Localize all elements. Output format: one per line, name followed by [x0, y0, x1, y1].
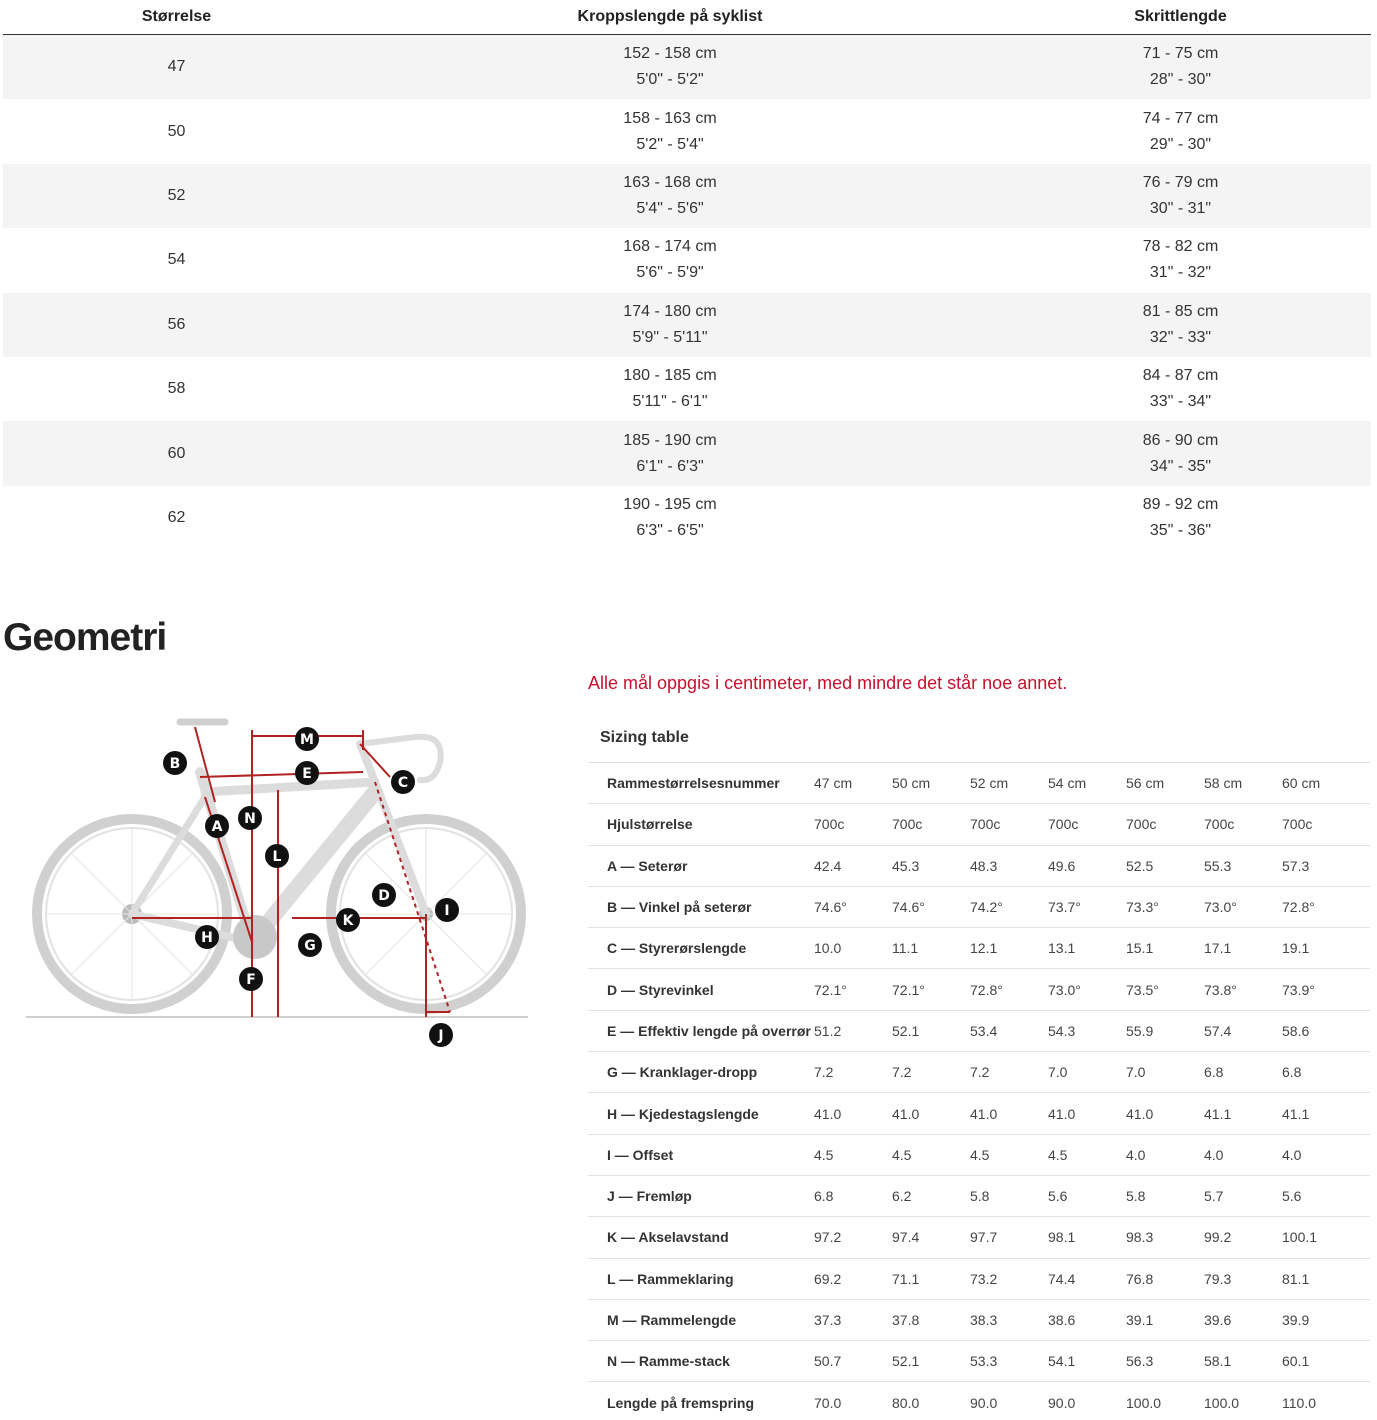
size-row: [3, 357, 1371, 421]
body-length-cm: 190 - 195 cm: [623, 495, 717, 513]
geometry-row-label: C — Styrerørslengde: [607, 940, 747, 957]
svg-text:H: H: [201, 930, 213, 946]
geometry-value: 700c: [1204, 816, 1235, 833]
label-b-icon: [163, 751, 187, 775]
inseam-in: 32" - 33": [1149, 328, 1212, 346]
geometry-value: 54 cm: [1048, 775, 1087, 792]
geometry-value: 700c: [1282, 816, 1313, 833]
size-row: [3, 293, 1371, 357]
geometry-value: 4.5: [1048, 1146, 1068, 1163]
geometry-row: [588, 1341, 1370, 1382]
geometry-value: 52.5: [1126, 857, 1154, 874]
size-row: [3, 99, 1371, 163]
label-c-icon: [391, 770, 415, 794]
geometry-value: 6.8: [1282, 1064, 1302, 1081]
geometry-value: 5.6: [1048, 1188, 1068, 1205]
header-inseam: Skrittlengde: [1134, 8, 1227, 25]
svg-text:J: J: [438, 1028, 444, 1044]
svg-text:N: N: [244, 811, 256, 827]
geometry-value: 53.4: [970, 1022, 998, 1039]
geometry-value: 7.2: [892, 1064, 912, 1081]
inseam-cm: 81 - 85 cm: [1142, 302, 1219, 320]
inseam-cell: [990, 299, 1371, 351]
geometry-value: 72.8°: [970, 981, 1003, 998]
geometry-value: 4.5: [814, 1146, 834, 1163]
geometry-row: [588, 1217, 1370, 1258]
geometry-value: 12.1: [970, 940, 998, 957]
header-body-length: Kroppslengde på syklist: [577, 8, 763, 25]
body-length-cm: 174 - 180 cm: [623, 302, 717, 320]
size-row: [3, 486, 1371, 550]
geometry-value: 100.0: [1204, 1395, 1240, 1412]
size-row: [3, 164, 1371, 228]
geometry-value: 110.0: [1282, 1395, 1316, 1412]
label-g-icon: [298, 933, 322, 957]
geometry-value: 39.6: [1204, 1312, 1232, 1328]
body-length-in: 5'9" - 5'11": [632, 328, 708, 346]
size-row: [3, 421, 1371, 485]
geometry-value: 15.1: [1126, 940, 1154, 957]
geometry-value: 76.8: [1126, 1270, 1154, 1287]
geometry-row-label: N — Ramme-stack: [607, 1353, 730, 1370]
body-length-cell: [350, 428, 990, 480]
geometry-value: 71.1: [892, 1270, 920, 1287]
geometry-value: 700c: [1048, 816, 1079, 833]
geometry-value: 37.8: [892, 1312, 920, 1328]
geometry-value: 38.6: [1048, 1312, 1076, 1328]
geometry-value: 5.7: [1204, 1188, 1224, 1205]
geometry-value: 73.8°: [1204, 981, 1237, 998]
size-table-body: [3, 35, 1371, 550]
body-length-cell: [350, 492, 990, 544]
inseam-in: 29" - 30": [1149, 135, 1212, 153]
svg-text:E: E: [302, 766, 312, 782]
geometry-value: 72.1°: [814, 981, 847, 998]
units-note: Alle mål oppgis i centimeter, med mindre det står noe annet.: [588, 673, 1068, 693]
geometry-value: 11.1: [892, 940, 919, 957]
inseam-cm: 74 - 77 cm: [1142, 109, 1219, 127]
geometry-value: 39.9: [1282, 1312, 1310, 1328]
geometry-row-label: J — Fremløp: [607, 1188, 692, 1205]
geometry-value: 4.5: [892, 1146, 912, 1163]
geometry-row-label: A — Seterør: [607, 857, 688, 874]
body-length-in: 5'2" - 5'4": [636, 135, 704, 153]
geometry-row: [588, 969, 1370, 1010]
geometry-value: 700c: [814, 816, 845, 833]
label-h-icon: [195, 925, 219, 949]
inseam-cm: 71 - 75 cm: [1142, 45, 1219, 63]
bike-geometry-diagram: [20, 712, 540, 1057]
body-length-cm: 158 - 163 cm: [623, 109, 717, 127]
geometry-value: 7.2: [814, 1064, 834, 1081]
geometry-row-label: Rammestørrelsesnummer: [607, 775, 780, 792]
geometry-row-label: H — Kjedestagslengde: [607, 1105, 759, 1122]
geometry-table: [588, 713, 1370, 1420]
body-length-cell: [350, 299, 990, 351]
size-cell: 50: [167, 122, 186, 140]
geometry-value: 57.4: [1204, 1022, 1232, 1039]
geometry-value: 49.6: [1048, 857, 1076, 874]
geometry-value: 13.1: [1048, 940, 1076, 957]
svg-text:C: C: [397, 775, 409, 791]
inseam-cm: 78 - 82 cm: [1142, 238, 1219, 256]
inseam-cm: 86 - 90 cm: [1142, 431, 1219, 449]
geometry-value: 97.2: [814, 1229, 842, 1246]
body-length-in: 6'1" - 6'3": [636, 457, 704, 475]
geometry-row-label: L — Rammeklaring: [607, 1270, 734, 1287]
geometry-value: 81.1: [1282, 1270, 1310, 1287]
geometry-value: 58.1: [1204, 1353, 1232, 1370]
svg-text:B: B: [169, 756, 181, 772]
svg-text:I: I: [444, 903, 450, 919]
inseam-in: 30" - 31": [1149, 199, 1212, 217]
label-k-icon: [336, 908, 360, 932]
geometry-value: 41.0: [1126, 1105, 1154, 1122]
label-e-icon: [295, 761, 319, 785]
geometry-value: 48.3: [970, 857, 998, 874]
geometry-value: 7.0: [1126, 1064, 1146, 1081]
inseam-cell: [990, 492, 1371, 544]
geometry-value: 90.0: [970, 1395, 998, 1412]
geometry-row: [588, 1052, 1370, 1093]
label-j-icon: [429, 1023, 453, 1047]
size-cell: 47: [167, 58, 186, 76]
geometry-table-caption: Sizing table: [588, 713, 1370, 763]
geometry-value: 10.0: [814, 940, 842, 957]
geometry-value: 51.2: [814, 1022, 842, 1039]
geometry-value: 69.2: [814, 1270, 842, 1287]
geometry-table-body: [588, 763, 1370, 1420]
geometry-value: 70.0: [814, 1395, 842, 1412]
body-length-cm: 180 - 185 cm: [623, 367, 717, 385]
svg-text:L: L: [272, 849, 282, 865]
geometry-value: 41.0: [814, 1105, 842, 1122]
geometry-value: 98.1: [1048, 1229, 1076, 1246]
geometry-value: 41.1: [1282, 1105, 1310, 1122]
geometry-value: 73.0°: [1204, 899, 1237, 916]
inseam-cell: [990, 428, 1371, 480]
inseam-cell: [990, 170, 1371, 222]
inseam-cm: 76 - 79 cm: [1142, 173, 1219, 191]
label-l-icon: [265, 844, 289, 868]
geometry-row: [588, 1382, 1370, 1420]
geometry-value: 73.5°: [1126, 981, 1159, 998]
geometry-value: 72.8°: [1282, 899, 1315, 916]
geometry-value: 42.4: [814, 857, 842, 874]
body-length-in: 5'11" - 6'1": [632, 393, 708, 411]
label-f-icon: [239, 967, 263, 991]
geometry-value: 54.1: [1048, 1353, 1076, 1370]
inseam-in: 33" - 34": [1149, 393, 1212, 411]
geometry-value: 5.8: [970, 1188, 990, 1205]
geometry-value: 74.6°: [814, 899, 847, 916]
svg-text:A: A: [211, 819, 223, 835]
size-cell: 56: [167, 315, 186, 333]
geometry-value: 41.1: [1204, 1105, 1232, 1122]
geometry-value: 5.6: [1282, 1188, 1302, 1205]
geometry-value: 7.2: [970, 1064, 990, 1081]
geometry-value: 700c: [970, 816, 1001, 833]
label-m-icon: [295, 727, 319, 751]
geometry-row: [588, 887, 1370, 928]
geometry-value: 57.3: [1282, 857, 1310, 874]
geometry-value: 58.6: [1282, 1022, 1310, 1039]
body-length-cm: 185 - 190 cm: [623, 431, 717, 449]
geometry-value: 4.0: [1282, 1146, 1302, 1163]
geometry-value: 100.1: [1282, 1229, 1318, 1246]
geometry-value: 4.0: [1204, 1146, 1224, 1163]
geometry-row: [588, 804, 1370, 845]
label-a-icon: [205, 814, 229, 838]
geometry-value: 6.8: [1204, 1064, 1224, 1081]
geometry-value: 4.0: [1126, 1146, 1146, 1163]
header-size: Størrelse: [141, 8, 212, 25]
geometry-value: 73.3°: [1126, 899, 1159, 916]
geometry-value: 5.8: [1126, 1188, 1146, 1205]
geometry-value: 73.2: [970, 1270, 998, 1287]
inseam-cm: 89 - 92 cm: [1142, 495, 1219, 513]
geometry-row: [588, 1300, 1370, 1341]
inseam-cell: [990, 106, 1371, 158]
geometry-value: 99.2: [1204, 1229, 1232, 1246]
geometry-value: 97.7: [970, 1229, 998, 1246]
geometry-row: [588, 846, 1370, 887]
svg-text:M: M: [300, 732, 314, 748]
size-row: [3, 35, 1371, 99]
size-cell: 54: [167, 251, 186, 269]
geometry-value: 38.3: [970, 1312, 998, 1328]
geometry-value: 39.1: [1126, 1312, 1154, 1328]
size-table-header: [3, 0, 1371, 35]
geometry-value: 52 cm: [970, 775, 1009, 792]
geometry-value: 97.4: [892, 1229, 920, 1246]
inseam-cell: [990, 363, 1371, 415]
body-length-cell: [350, 363, 990, 415]
geometry-value: 47 cm: [814, 775, 853, 792]
inseam-in: 35" - 36": [1149, 521, 1212, 539]
body-length-in: 5'0" - 5'2": [636, 71, 704, 89]
body-length-in: 6'3" - 6'5": [636, 521, 704, 539]
geometry-value: 7.0: [1048, 1064, 1068, 1081]
inseam-cm: 84 - 87 cm: [1142, 367, 1219, 385]
body-length-cell: [350, 106, 990, 158]
geometry-value: 80.0: [892, 1395, 920, 1412]
geometry-value: 55.9: [1126, 1022, 1154, 1039]
geometry-value: 41.0: [970, 1105, 998, 1122]
body-length-cell: [350, 234, 990, 286]
geometry-value: 56.3: [1126, 1353, 1154, 1370]
geometry-row-label: Lengde på fremspring: [607, 1395, 755, 1412]
geometry-value: 73.9°: [1282, 981, 1315, 998]
geometry-value: 52.1: [892, 1022, 920, 1039]
geometry-row: [588, 928, 1370, 969]
geometry-value: 73.0°: [1048, 981, 1081, 998]
geometry-value: 74.6°: [892, 899, 925, 916]
geometry-row-label: M — Rammelengde: [607, 1312, 737, 1328]
geometry-value: 53.3: [970, 1353, 998, 1370]
geometry-row: [588, 763, 1370, 804]
geometry-value: 56 cm: [1126, 775, 1165, 792]
geometry-value: 60 cm: [1282, 775, 1321, 792]
label-d-icon: [372, 883, 396, 907]
svg-text:K: K: [342, 913, 354, 929]
geometry-value: 19.1: [1282, 940, 1310, 957]
geometry-row-label: G — Kranklager-dropp: [607, 1064, 758, 1081]
geometry-row-label: Hjulstørrelse: [607, 816, 693, 833]
geometry-value: 6.2: [892, 1188, 912, 1205]
geometry-row: [588, 1093, 1370, 1134]
geometry-value: 55.3: [1204, 857, 1232, 874]
geometry-value: 6.8: [814, 1188, 834, 1205]
geometry-value: 54.3: [1048, 1022, 1076, 1039]
label-n-icon: [238, 806, 262, 830]
geometry-value: 60.1: [1282, 1353, 1310, 1370]
geometry-row: [588, 1135, 1370, 1176]
geometry-value: 79.3: [1204, 1270, 1232, 1287]
geometry-value: 50.7: [814, 1353, 842, 1370]
size-table: [3, 0, 1371, 550]
geometry-value: 73.7°: [1048, 899, 1081, 916]
geometry-value: 58 cm: [1204, 775, 1243, 792]
inseam-cell: [990, 234, 1371, 286]
size-cell: 60: [167, 444, 186, 462]
geometry-value: 74.4: [1048, 1270, 1076, 1287]
size-row: [3, 228, 1371, 292]
size-cell: 62: [167, 508, 186, 526]
body-length-cm: 163 - 168 cm: [623, 173, 717, 191]
geometry-value: 72.1°: [892, 981, 925, 998]
geometry-value: 98.3: [1126, 1229, 1154, 1246]
geometry-value: 37.3: [814, 1312, 842, 1328]
body-length-in: 5'4" - 5'6": [636, 199, 704, 217]
inseam-in: 31" - 32": [1149, 264, 1212, 282]
geometry-value: 41.0: [1048, 1105, 1076, 1122]
geometry-row-label: K — Akselavstand: [607, 1229, 729, 1246]
body-length-cell: [350, 41, 990, 93]
svg-text:F: F: [246, 972, 256, 988]
geometry-row-label: I — Offset: [607, 1146, 674, 1163]
geometry-value: 100.0: [1126, 1395, 1162, 1412]
inseam-cell: [990, 41, 1371, 93]
geometry-value: 17.1: [1204, 940, 1232, 957]
geometry-value: 700c: [1126, 816, 1157, 833]
label-i-icon: [435, 898, 459, 922]
size-cell: 58: [167, 380, 186, 398]
body-length-cell: [350, 170, 990, 222]
geometry-value: 90.0: [1048, 1395, 1076, 1412]
geometry-value: 41.0: [892, 1105, 920, 1122]
body-length-cm: 152 - 158 cm: [623, 45, 717, 63]
geometry-value: 74.2°: [970, 899, 1003, 916]
body-length-cm: 168 - 174 cm: [623, 238, 717, 256]
geometry-title: Geometri: [3, 616, 167, 659]
geometry-row-label: B — Vinkel på seterør: [607, 899, 752, 916]
geometry-value: 4.5: [970, 1146, 990, 1163]
geometry-value: 45.3: [892, 857, 920, 874]
geometry-row: [588, 1011, 1370, 1052]
geometry-value: 50 cm: [892, 775, 931, 792]
svg-text:G: G: [304, 938, 316, 954]
geometry-row: [588, 1259, 1370, 1300]
inseam-in: 34" - 35": [1149, 457, 1212, 475]
body-length-in: 5'6" - 5'9": [636, 264, 704, 282]
geometry-value: 52.1: [892, 1353, 920, 1370]
svg-text:D: D: [378, 888, 390, 904]
geometry-row: [588, 1176, 1370, 1217]
geometry-row-label: D — Styrevinkel: [607, 981, 714, 998]
size-cell: 52: [167, 186, 186, 204]
geometry-value: 700c: [892, 816, 923, 833]
inseam-in: 28" - 30": [1149, 71, 1212, 89]
geometry-row-label: E — Effektiv lengde på overrør: [607, 1022, 811, 1039]
